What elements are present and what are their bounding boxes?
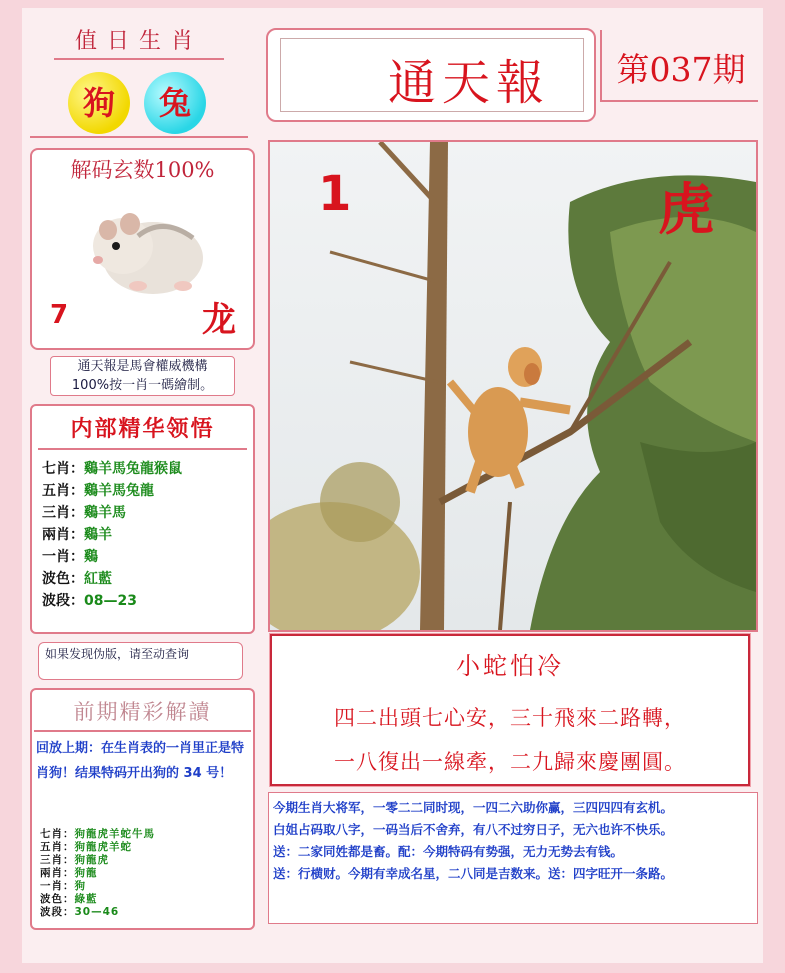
decode-zodiac: 龙 bbox=[202, 300, 236, 340]
decode-title: 解码玄数100% bbox=[70, 158, 215, 182]
fake-version-notice-text: 如果发现伪版，请至动查询 bbox=[45, 647, 190, 661]
review-rows bbox=[40, 828, 252, 919]
review-row-3: 三肖：狗龍虎 bbox=[40, 854, 109, 866]
watermark-left bbox=[0, 0, 22, 973]
divider-top bbox=[54, 58, 224, 60]
review-row-2: 兩肖：狗龍 bbox=[40, 867, 98, 879]
review-title: 前期精彩解讀 bbox=[73, 700, 212, 724]
zodiac-sign-1 bbox=[68, 72, 130, 134]
review-title-underline bbox=[34, 730, 251, 732]
authority-notice bbox=[50, 356, 235, 396]
review-row-1: 一肖：狗 bbox=[40, 880, 86, 892]
divider-bottom bbox=[30, 136, 248, 138]
header-title: 通天報 bbox=[388, 55, 551, 111]
review-panel bbox=[30, 688, 255, 930]
photo-number: 1 bbox=[318, 166, 352, 222]
monkey-photo bbox=[268, 140, 758, 632]
zodiac-sign-2 bbox=[144, 72, 206, 134]
fake-version-notice bbox=[38, 642, 243, 680]
zodiac-duty-box bbox=[30, 20, 248, 138]
poem-panel bbox=[270, 634, 750, 786]
zodiac-duty-title: 值日生肖 bbox=[74, 29, 203, 54]
authority-notice-line2: 100%按一肖一碼繪制。 bbox=[71, 378, 214, 393]
internal-row-3: 三肖：鷄羊馬 bbox=[42, 505, 126, 521]
zodiac-sign-2-label: 兔 bbox=[158, 84, 191, 122]
watermark-right bbox=[763, 0, 785, 973]
watermark-top bbox=[0, 0, 785, 8]
body-line-3: 送：二家同姓都是畜。配：今期特码有势强，无力无势去有钱。 bbox=[273, 844, 624, 859]
internal-row-1: 一肖：鷄 bbox=[42, 549, 98, 565]
body-line-2: 白姐占码取八字，一码当后不舍弃，有八不过穷日子，无六也许不快乐。 bbox=[273, 822, 674, 837]
internal-rows bbox=[42, 458, 252, 612]
internal-title: 内部精华领悟 bbox=[70, 416, 215, 442]
poem-title: 小蛇怕冷 bbox=[456, 652, 564, 680]
internal-row-2: 兩肖：鷄羊 bbox=[42, 527, 112, 543]
header-title-box bbox=[266, 28, 596, 122]
review-row-7: 七肖：狗龍虎羊蛇牛馬 bbox=[40, 828, 155, 840]
decode-number: 7 bbox=[50, 300, 69, 330]
body-text-panel bbox=[268, 792, 758, 924]
review-text: 回放上期：在生肖表的一肖里正是特肖狗！结果特码开出狗的 34 号！ bbox=[36, 741, 245, 781]
review-row-color: 波色：綠藍 bbox=[40, 893, 98, 905]
internal-row-color: 波色：紅藍 bbox=[42, 571, 112, 587]
authority-notice-line1: 通天報是馬會權威機構 bbox=[77, 359, 208, 374]
issue-box bbox=[600, 30, 758, 102]
watermark-bottom bbox=[0, 963, 785, 973]
poem-line-1: 四二出頭七心安，三十飛來二路轉， bbox=[334, 706, 686, 730]
issue-number: 第037期 bbox=[616, 50, 746, 89]
body-line-4: 送：行横财。今期有幸成名星，二八同是吉数来。送：四字旺开一条路。 bbox=[273, 866, 674, 881]
internal-panel bbox=[30, 404, 255, 634]
review-row-range: 波段：30—46 bbox=[40, 906, 120, 918]
hamster-image bbox=[68, 186, 218, 306]
decode-panel bbox=[30, 148, 255, 350]
body-line-1: 今期生肖大将军，一零二二同时现，一四二六助你赢，三四四四有玄机。 bbox=[273, 800, 674, 815]
internal-row-range: 波段：08—23 bbox=[42, 593, 137, 609]
poem-line-2: 一八復出一線牽，二九歸來慶團圓。 bbox=[334, 750, 686, 774]
internal-title-underline bbox=[38, 448, 247, 450]
photo-zodiac: 虎 bbox=[658, 177, 714, 243]
internal-row-7: 七肖：鷄羊馬兔龍猴鼠 bbox=[42, 461, 182, 477]
zodiac-sign-1-label: 狗 bbox=[82, 84, 115, 122]
internal-row-5: 五肖：鷄羊馬兔龍 bbox=[42, 483, 154, 499]
review-row-5: 五肖：狗龍虎羊蛇 bbox=[40, 841, 132, 853]
